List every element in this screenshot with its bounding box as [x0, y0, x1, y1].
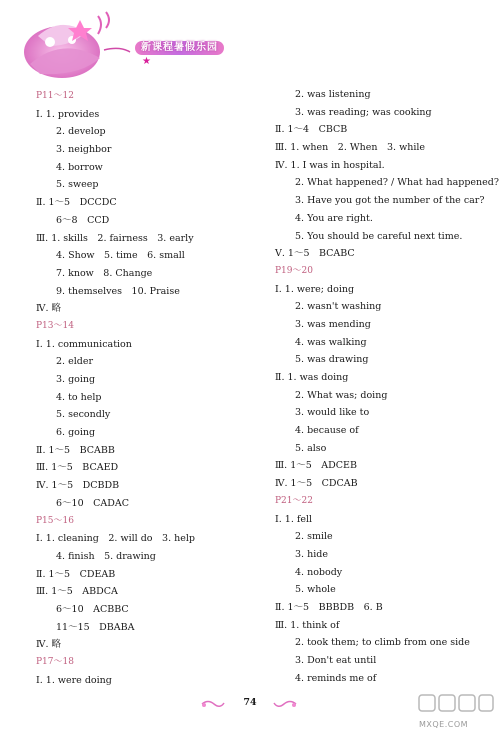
page-number: 74 [243, 697, 257, 708]
answer-line: Ⅰ. 1. provides [36, 108, 100, 120]
answer-line: 3. would like to [295, 407, 370, 419]
answer-line: 5. sweep [56, 179, 99, 191]
answer-line: 3. was reading; was cooking [295, 106, 432, 118]
answer-line: 4. nobody [295, 566, 343, 578]
page-range-heading: P19～20 [275, 265, 313, 276]
answer-line: 2. What was; doing [295, 389, 388, 401]
answer-line: Ⅰ. 1. fell [275, 513, 313, 525]
answer-line: 5. whole [295, 584, 336, 596]
answer-line: 4. reminds me of [295, 672, 377, 684]
answer-line: 6～10 ACBBC [56, 603, 129, 615]
answer-line: 5. secondly [56, 409, 111, 421]
page-range-heading: P17～18 [36, 657, 74, 667]
answer-line: Ⅰ. 1. were doing [36, 674, 112, 686]
swirl-left-icon [200, 699, 226, 709]
answer-line: 4. finish 5. drawing [56, 550, 156, 562]
answer-line: 9. themselves 10. Praise [56, 285, 180, 297]
swirl-right-icon [272, 699, 298, 709]
answer-line: Ⅰ. 1. communication [36, 338, 132, 350]
answer-line: 3. hide [295, 548, 328, 560]
answer-line: 3. was mending [295, 318, 371, 330]
answer-column-right [275, 86, 499, 687]
answer-line: Ⅱ. 1～5 BBBDB 6. B [275, 601, 383, 613]
answer-line: Ⅲ. 1～5 ABDCA [36, 586, 118, 598]
answer-line: Ⅳ. 略 [36, 303, 62, 315]
answer-line: 4. was walking [295, 336, 367, 348]
answer-line: 2. elder [56, 356, 93, 368]
answer-line: 3. neighbor [56, 144, 112, 156]
answer-line: Ⅲ. 1～5 BCAED [36, 462, 119, 474]
answer-line: Ⅱ. 1～5 BCABB [36, 444, 115, 456]
answer-line: Ⅱ. 1. was doing [275, 372, 349, 383]
answer-column-left [36, 88, 256, 689]
answer-line: 11～15 DBABA [56, 621, 135, 633]
answer-line: Ⅲ. 1. skills 2. fairness 3. early [36, 232, 194, 244]
answer-line: 4. You are right. [295, 212, 373, 224]
answer-line: 5. You should be careful next time. [295, 230, 463, 242]
answer-line: Ⅲ. 1. think of [275, 619, 340, 631]
answer-line: Ⅱ. 1～5 CDEAB [36, 568, 116, 580]
watermark-text: MXQE.COM [419, 720, 469, 729]
answer-line: Ⅳ. 1. I was in hospital. [275, 159, 385, 171]
answer-line: 5. was drawing [295, 354, 369, 366]
answer-line: Ⅲ. 1. when 2. When 3. while [275, 142, 426, 154]
answer-line: Ⅱ. 1～4 CBCB [275, 124, 348, 136]
page-range-heading: P21～22 [275, 495, 313, 506]
answer-line: 2. wasn't washing [295, 301, 382, 313]
answer-line: 6～8 CCD [56, 214, 110, 226]
header-banner [20, 6, 300, 82]
answer-line: 6. going [56, 427, 96, 439]
answer-line: Ⅰ. 1. were; doing [275, 283, 355, 295]
answer-line: 6～10 CADAC [56, 497, 130, 509]
answer-line: 4. Show 5. time 6. small [56, 250, 185, 262]
answer-line: Ⅴ. 1～5 BCABC [275, 248, 355, 260]
answer-line: 2. What happened? / What had happened? [295, 177, 499, 189]
answer-line: Ⅳ. 略 [36, 639, 62, 651]
answer-line: Ⅰ. 1. cleaning 2. will do 3. help [36, 533, 195, 545]
answer-line: 4. to help [56, 391, 102, 403]
page-range-heading: P11～12 [36, 91, 74, 101]
answer-line: 5. also [295, 442, 327, 454]
header-title: 新课程暑假乐园 [135, 41, 224, 55]
answer-line: Ⅳ. 1～5 DCBDB [36, 480, 120, 492]
page-range-heading: P13～14 [36, 320, 74, 331]
answer-line: Ⅲ. 1～5 ADCEB [275, 460, 357, 472]
page-range-heading: P15～16 [36, 515, 74, 526]
answer-line: Ⅳ. 1～5 CDCAB [275, 478, 358, 490]
answer-line: 4. because of [295, 425, 359, 437]
answer-line: 2. took them; to climb from one side [295, 637, 470, 649]
answer-line: 2. develop [56, 126, 106, 138]
star-icon: ★ [142, 56, 151, 67]
answer-line: 3. Have you got the number of the car? [295, 195, 485, 207]
answer-line: 3. going [56, 374, 96, 385]
answer-line: Ⅱ. 1～5 DCCDC [36, 197, 117, 209]
answer-line: 2. smile [295, 531, 333, 543]
answer-line: 2. was listening [295, 89, 371, 100]
answer-line: 7. know 8. Change [56, 267, 153, 279]
answer-line: 3. Don't eat until [295, 655, 377, 666]
answer-line: 4. borrow [56, 161, 103, 173]
